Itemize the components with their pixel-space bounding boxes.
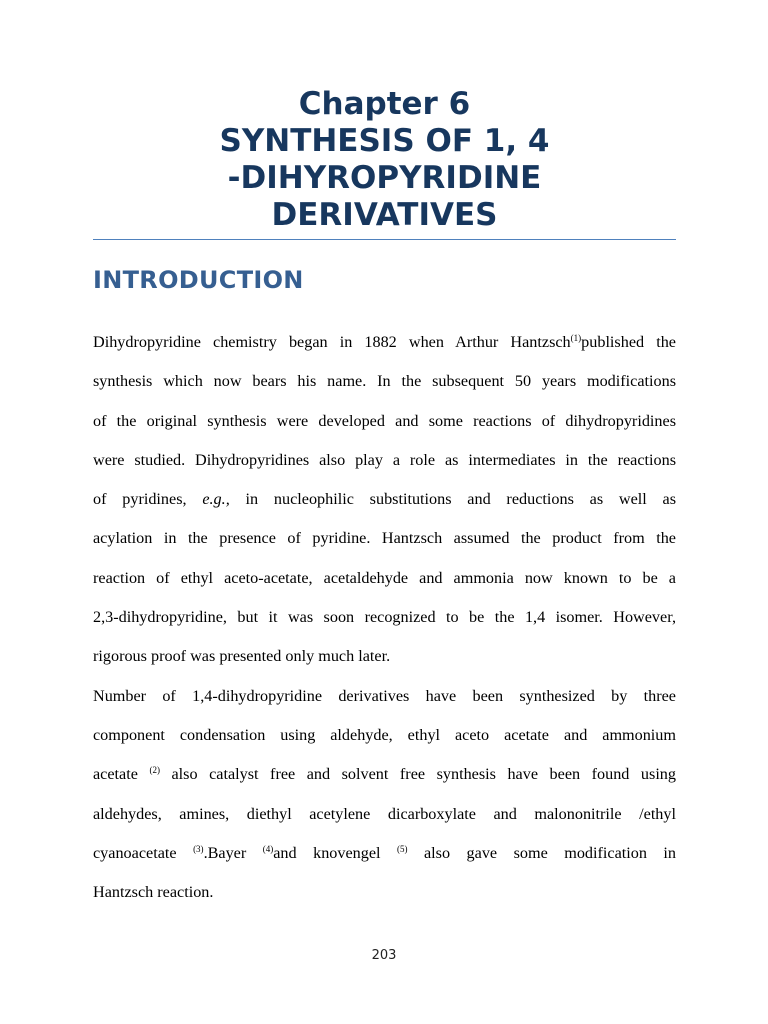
text-line: were studied. Dihydropyridines also play a role as intermediates in the reactions — [93, 450, 676, 469]
paragraph — [93, 677, 676, 913]
text-line: reaction of ethyl aceto-acetate, acetaldehyde and ammonia now known to be a — [93, 568, 676, 587]
citation-ref: (5) — [397, 843, 408, 854]
title-divider — [93, 239, 676, 240]
text-line: of pyridines, e.g., in nucleophilic substitutions and reductions as well as — [93, 490, 677, 509]
citation-ref: (1) — [570, 333, 582, 343]
chapter-title-line: DERIVATIVES — [271, 197, 498, 233]
citation-ref: (2) — [149, 765, 160, 776]
chapter-title — [93, 86, 676, 234]
paragraph — [93, 323, 676, 677]
text-line: Hantzsch reaction. — [93, 883, 214, 902]
chapter-number: Chapter 6 — [298, 86, 471, 122]
section-heading: INTRODUCTION — [93, 266, 304, 294]
text-line: Dihydropyridine chemistry began in 1882 when Arthur Hantzsch$^{(1)}$published the — [93, 333, 676, 351]
italic-text: e.g., — [202, 490, 230, 509]
text-line: acylation in the presence of pyridine. Hantzsch assumed the product from the — [93, 529, 676, 548]
text-line: Number of 1,4-dihydropyridine derivatives have been synthesized by three — [93, 686, 676, 705]
citation-ref: (4) — [262, 843, 274, 854]
citation-ref: (3) — [193, 843, 204, 854]
text-line: synthesis which now bears his name. In the subsequent 50 years modifications — [93, 372, 676, 391]
text-line: acetate $^{(2)}$ also catalyst free and solvent free synthesis have been found using — [93, 765, 676, 784]
text-line: component condensation using aldehyde, ethyl aceto acetate and ammonium — [93, 725, 676, 744]
text-line: 2,3-dihydropyridine, but it was soon recognized to be the 1,4 isomer. However, — [93, 608, 676, 627]
text-line: aldehydes, amines, diethyl acetylene dicarboxylate and malononitrile /ethyl — [93, 804, 676, 823]
body-text — [93, 323, 676, 912]
text-line: rigorous proof was presented only much later. — [93, 647, 391, 666]
text-line: cyanoacetate $^{(3)}$.Bayer $^{(4)}$and knovengel $^{(5)}$ also gave some modification in — [93, 843, 677, 862]
page-number: 203 — [371, 948, 397, 963]
chapter-title-line: -DIHYROPYRIDINE — [227, 160, 542, 196]
text-line: of the original synthesis were developed and some reactions of dihydropyridines — [93, 411, 676, 430]
chapter-title-line: SYNTHESIS OF 1, 4 — [219, 123, 550, 159]
